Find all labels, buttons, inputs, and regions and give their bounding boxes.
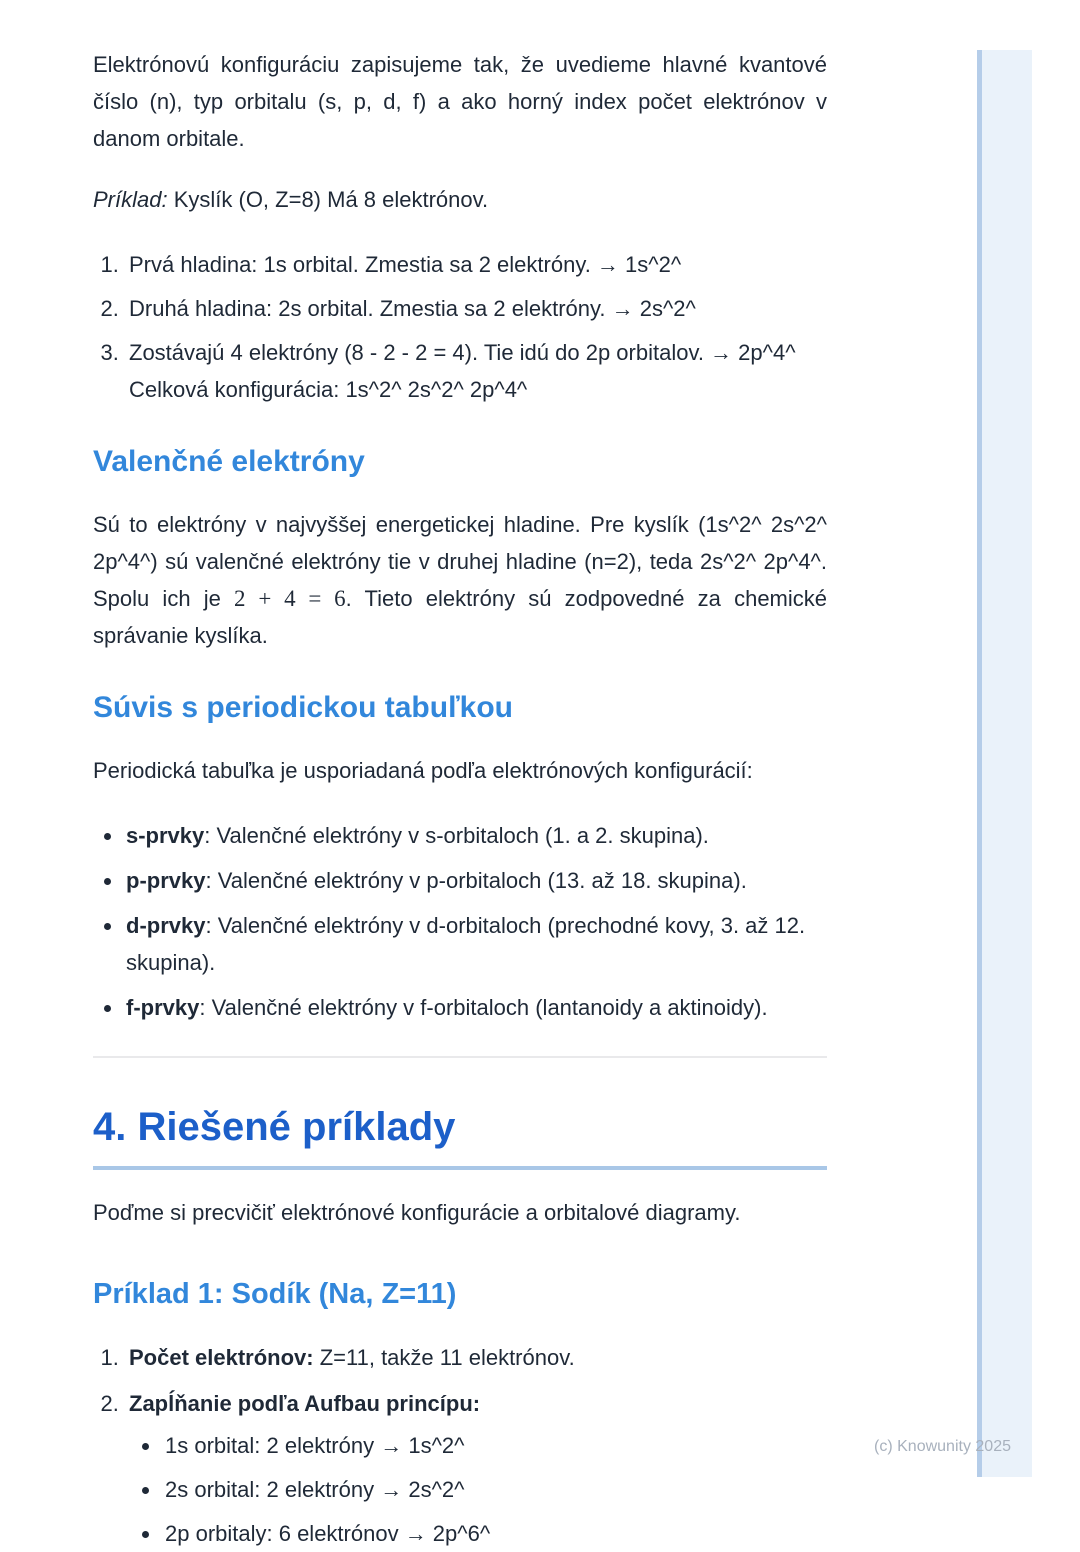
list-item	[162, 1471, 827, 1508]
list-item	[125, 334, 827, 408]
chapter-heading: 4. Riešené príklady	[93, 1102, 827, 1170]
bullet-term: p-prvky	[126, 868, 206, 893]
periodic-bullet-list	[93, 817, 827, 1026]
list-item	[125, 290, 827, 327]
valence-paragraph	[93, 506, 827, 654]
step-term: Zapĺňanie podľa Aufbau princípu:	[129, 1391, 481, 1416]
document-content	[93, 0, 827, 1552]
list-item	[125, 1339, 827, 1376]
bullet-text: : Valenčné elektróny v f-orbitaloch (lantanoidy a aktinoidy).	[199, 995, 768, 1020]
periodic-intro: Periodická tabuľka je usporiadaná podľa elektrónových konfigurácií:	[93, 758, 753, 783]
page-margin-bar	[977, 50, 1032, 1477]
list-item	[124, 817, 827, 854]
bullet-term: s-prvky	[126, 823, 205, 848]
example-line	[93, 181, 827, 218]
section-divider	[93, 1056, 827, 1058]
copyright-notice: (c) Knowunity 2025	[874, 1438, 1011, 1455]
step-text: Druhá hladina: 2s orbital. Zmestia sa 2 elektróny. → 2s^2^	[129, 296, 696, 321]
step-term: Počet elektrónov:	[129, 1345, 314, 1370]
intro-paragraph: Elektrónovú konfiguráciu zapisujeme tak, že uvedieme hlavné kvantové číslo (n), typ orbitalu (s, p, d, f) a ako horný index počet elektrónov v danom orbitale.	[93, 52, 827, 151]
example1-heading: Príklad 1: Sodík (Na, Z=11)	[93, 1278, 457, 1310]
math-expression: 2 + 4 = 6	[234, 586, 346, 611]
list-item	[124, 989, 827, 1026]
oxygen-steps-list	[93, 246, 827, 408]
sub-bullet-text: 2s orbital: 2 elektróny → 2s^2^	[165, 1477, 465, 1502]
example1-steps-list	[93, 1339, 827, 1552]
list-item	[125, 246, 827, 283]
aufbau-sub-list	[129, 1427, 827, 1552]
sub-bullet-text: 1s orbital: 2 elektróny → 1s^2^	[165, 1433, 465, 1458]
step-text: Z=11, takže 11 elektrónov.	[313, 1345, 575, 1370]
step-text: 3. Zostávajú 4 elektróny (8 - 2 - 2 = 4). Tie idú do 2p orbitalov. → 2p^4^	[129, 340, 796, 365]
list-item	[124, 907, 827, 981]
bullet-term: d-prvky	[126, 913, 206, 938]
valence-text-before: Sú to elektróny v najvyššej energetickej hladine. Pre kyslík (1s^2^ 2s^2^ 2p^4^) sú valenčné elektróny tie v druhej hladine (n=2), teda 2s^2^ 2p^4^. Spolu ich je	[93, 512, 827, 611]
list-item	[162, 1427, 827, 1464]
step-text: Prvá hladina: 1s orbital. Zmestia sa 2 elektróny. → 1s^2^	[129, 252, 682, 277]
list-item	[124, 862, 827, 899]
example-label: Príklad:	[93, 187, 168, 212]
bullet-term: f-prvky	[126, 995, 200, 1020]
list-item	[125, 1385, 827, 1552]
section-heading-valence: Valenčné elektróny	[93, 445, 365, 478]
step-text-continuation: Celková konfigurácia: 1s^2^ 2s^2^ 2p^4^	[129, 377, 528, 402]
bullet-text: : Valenčné elektróny v d-orbitaloch (prechodné kovy, 3. až 12. skupina).	[126, 913, 806, 975]
sub-bullet-text: 2p orbitaly: 6 elektrónov → 2p^6^	[165, 1521, 491, 1546]
list-item	[162, 1515, 827, 1552]
chapter-intro: Poďme si precvičiť elektrónové konfigurácie a orbitalové diagramy.	[93, 1200, 741, 1225]
section-heading-periodic: Súvis s periodickou tabuľkou	[93, 691, 513, 724]
valence-text-after: . Tieto elektróny sú zodpovedné za chemické správanie kyslíka.	[93, 586, 827, 648]
bullet-text: : Valenčné elektróny v s-orbitaloch (1. a 2. skupina).	[204, 823, 709, 848]
bullet-text: : Valenčné elektróny v p-orbitaloch (13. až 18. skupina).	[205, 868, 747, 893]
example-text: Kyslík (O, Z=8) Má 8 elektrónov.	[167, 187, 489, 212]
